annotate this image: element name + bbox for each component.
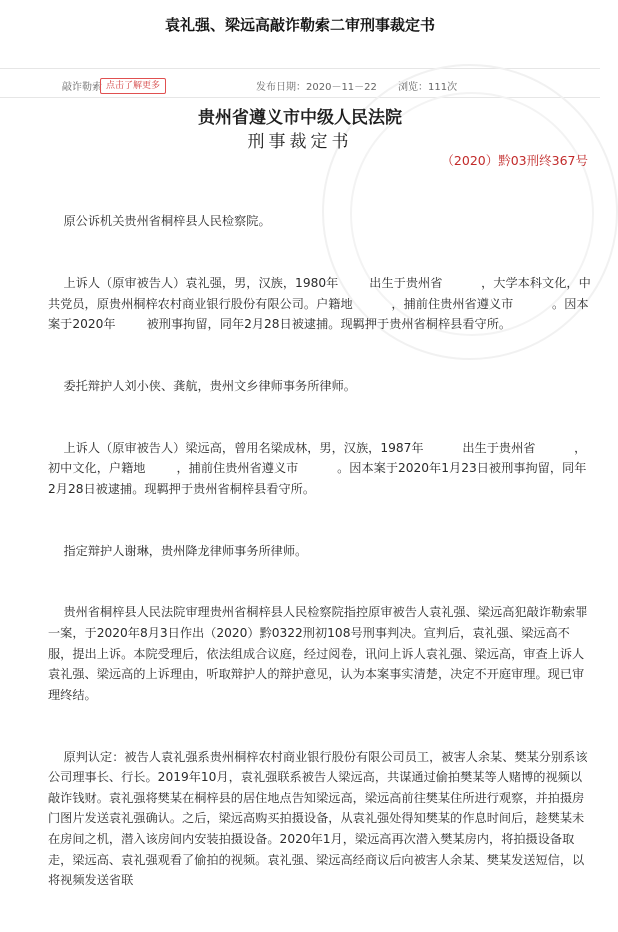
paragraph: 贵州省桐梓县人民法院审理贵州省桐梓县人民检察院指控原审被告人袁礼强、梁远高犯敲诈勒索罪一案，于2020年8月3日作出（2020）黔0322刑初108号刑事判决。宣判后，袁礼强、梁远高不服，提出上诉。本院受理后，依法组成合议庭，经过阅卷，讯问上诉人袁礼强、梁远高，审查上诉人袁礼强、梁远高的上诉理由，听取辩护人的辩护意见，认为本案事实清楚，决定不开庭审理。现已审理终结。 bbox=[48, 605, 588, 702]
more-info-tag[interactable]: 点击了解更多 bbox=[100, 78, 166, 94]
category-label: 敲诈勒索 bbox=[62, 82, 102, 93]
case-number: （2020）黔03刑终367号 bbox=[441, 153, 588, 168]
publish-date: 发布日期：2020－11－22 bbox=[256, 82, 377, 93]
ruling-title: 刑事裁定书 bbox=[247, 132, 353, 152]
ruling-body bbox=[48, 170, 592, 932]
paragraph: 原判认定：被告人袁礼强系贵州桐梓农村商业银行股份有限公司员工，被害人余某、樊某分别系该公司理事长、行长。2019年10月，袁礼强联系被告人梁远高，共谋通过偷拍樊某等人赌博的视频以敲诈钱财。袁礼强将樊某在桐梓县的居住地点告知梁远高，梁远高前往樊某住所进行观察，并拍摄房门图片发送袁礼强确认。之后，梁远高购买拍摄设备，从袁礼强处得知樊某的作息时间后，趁樊某未在房间之机，潜入该房间内安装拍摄设备。2020年1月，梁远高再次潜入樊某房内，将拍摄设备取走，梁远高、袁礼强观看了偷拍的视频。袁礼强、梁远高经商议后向被害人余某、樊某发送短信，以将视频发送省联 bbox=[48, 749, 588, 888]
court-name: 贵州省遵义市中级人民法院 bbox=[198, 108, 402, 128]
paragraph: 指定辩护人谢琳，贵州降龙律师事务所律师。 bbox=[48, 543, 308, 558]
view-count: 浏览：111次 bbox=[398, 82, 458, 93]
page-title: 袁礼强、梁远高敲诈勒索二审刑事裁定书 bbox=[164, 16, 435, 34]
paragraph: 上诉人（原审被告人）袁礼强，男，汉族，1980年 出生于贵州省 ，大学本科文化，中共党员，原贵州桐梓农村商业银行股份有限公司。户籍地 ，捕前住贵州省遵义市 。因本案于2020年 被刑事拘留，同年2月28日被逮捕。现羁押于贵州省桐梓县看守所。 bbox=[48, 275, 591, 332]
paragraph: 原公诉机关贵州省桐梓县人民检察院。 bbox=[48, 214, 271, 229]
paragraph: 上诉人（原审被告人）梁远高，曾用名梁成林，男，汉族，1987年 出生于贵州省 ，初中文化，户籍地 ，捕前住贵州省遵义市 。因本案于2020年1月23日被刑事拘留，同年2月28日被逮捕。现羁押于贵州省桐梓县看守所。 bbox=[48, 440, 587, 496]
paragraph: 委托辩护人刘小侠、龚航，贵州文乡律师事务所律师。 bbox=[48, 378, 356, 393]
